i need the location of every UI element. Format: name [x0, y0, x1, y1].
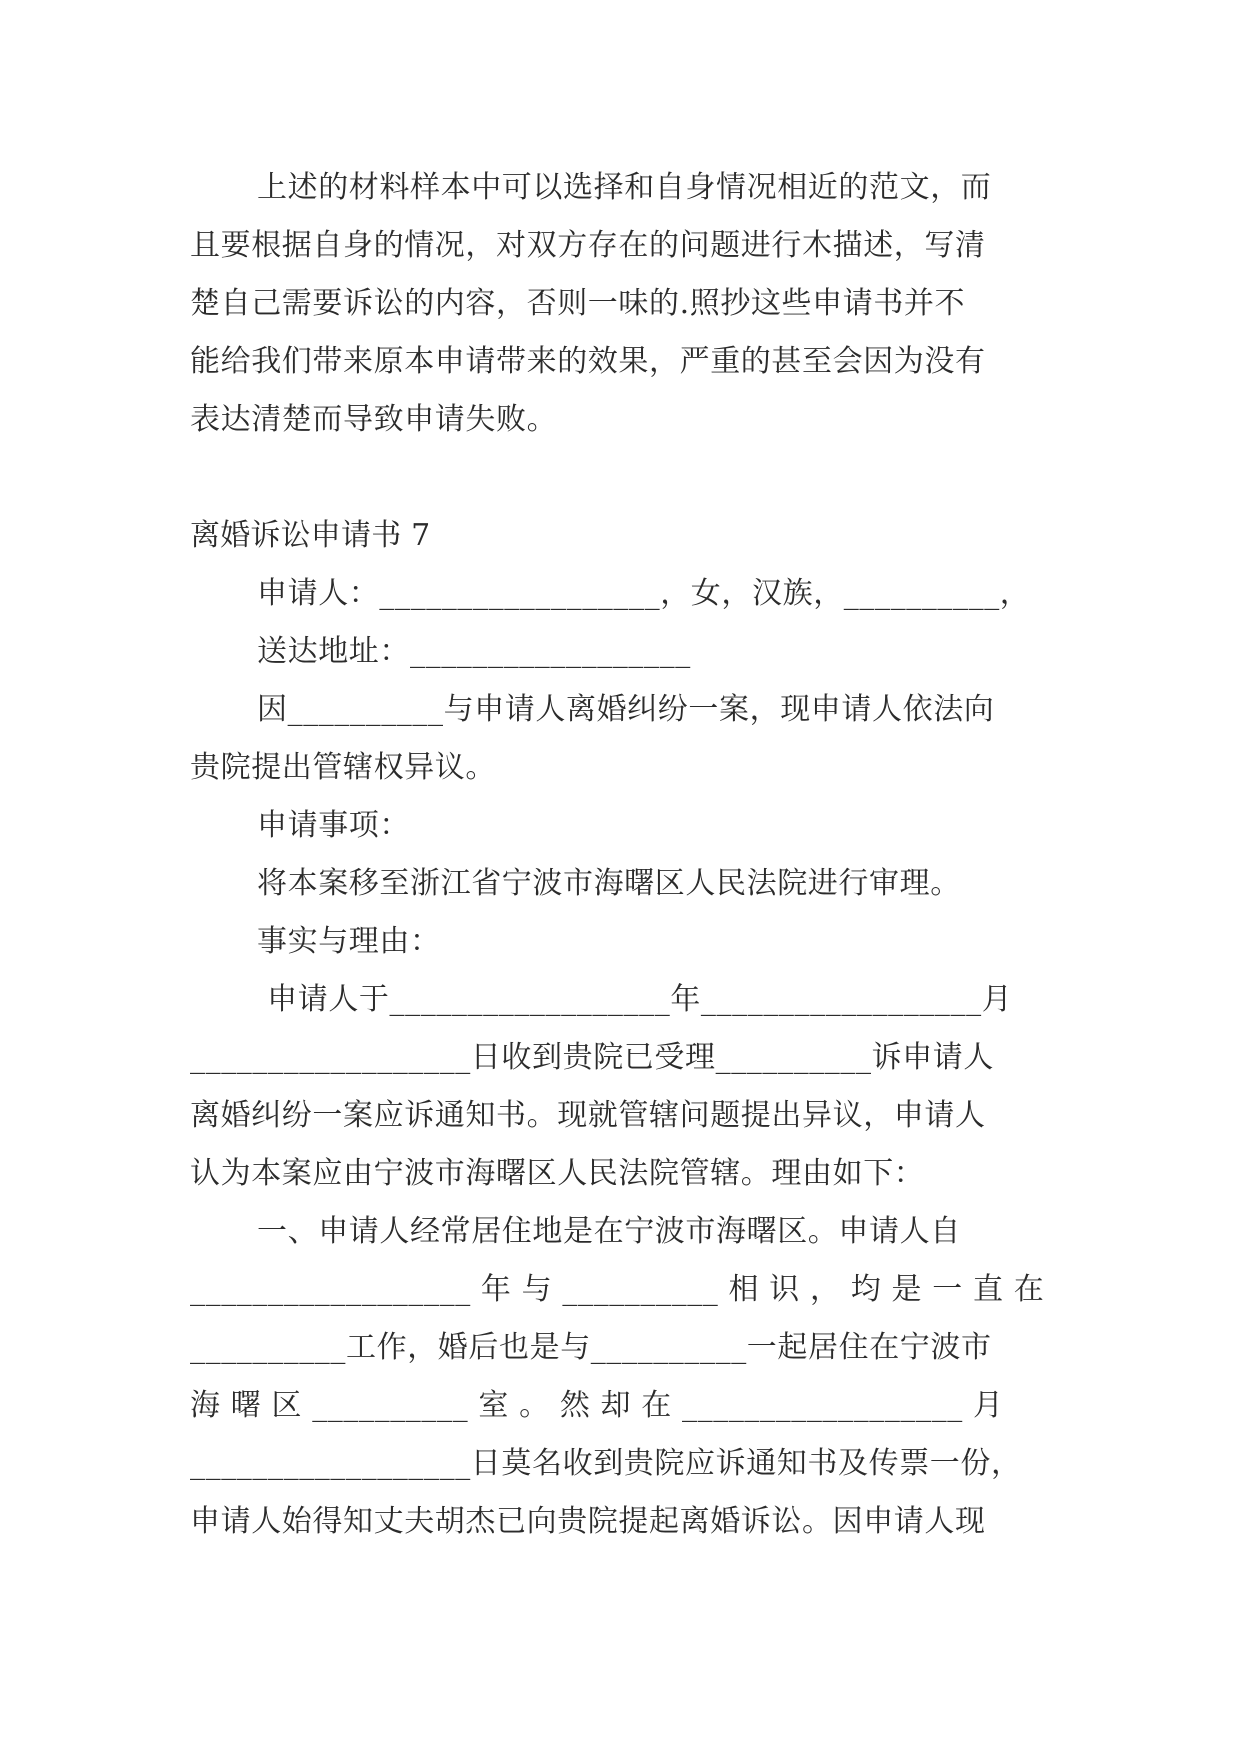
body-line-17: 申请人始得知丈夫胡杰已向贵院提起离婚诉讼。因申请人现	[190, 1504, 986, 1539]
body-line-13: __________________ 年 与 __________ 相 识 ， 均 是 一 直 在	[190, 1272, 1045, 1307]
intro-line-2: 且要根据自身的情况，对双方存在的问题进行木描述，写清	[190, 228, 986, 263]
body-line-9: __________________日收到贵院已受理__________诉申请人	[190, 1040, 994, 1075]
section-title: 离婚诉讼申请书 7	[190, 518, 431, 553]
body-line-10: 离婚纠纷一案应诉通知书。现就管辖问题提出异议，申请人	[190, 1098, 986, 1133]
body-line-6: 将本案移至浙江省宁波市海曙区人民法院进行审理。	[257, 866, 961, 901]
body-line-8: 申请人于__________________年__________________月	[257, 982, 1013, 1017]
body-line-15: 海 曙 区 __________ 室 。 然 却 在 __________________ 月	[190, 1388, 1004, 1423]
intro-line-4: 能给我们带来原本申请带来的效果，严重的甚至会因为没有	[190, 344, 986, 379]
body-line-1: 申请人：__________________，女，汉族，__________，	[257, 576, 1031, 611]
body-line-7: 事实与理由：	[257, 924, 441, 959]
intro-line-3: 楚自己需要诉讼的内容，否则一味的.照抄这些申请书并不	[190, 286, 966, 321]
body-line-11: 认为本案应由宁波市海曙区人民法院管辖。理由如下：	[190, 1156, 925, 1191]
body-line-2: 送达地址：__________________	[257, 634, 691, 669]
intro-line-5: 表达清楚而导致申请失败。	[190, 402, 558, 437]
body-line-5: 申请事项：	[257, 808, 410, 843]
body-line-14: __________工作，婚后也是与__________一起居住在宁波市	[190, 1330, 992, 1365]
intro-line-1: 上述的材料样本中可以选择和自身情况相近的范文，而	[257, 170, 992, 205]
body-line-12: 一、申请人经常居住地是在宁波市海曙区。申请人自	[257, 1214, 961, 1249]
body-line-16: __________________日莫名收到贵院应诉通知书及传票一份，	[190, 1446, 1022, 1481]
body-line-4: 贵院提出管辖权异议。	[190, 750, 496, 785]
body-line-3: 因__________与申请人离婚纠纷一案，现申请人依法向	[257, 692, 995, 727]
